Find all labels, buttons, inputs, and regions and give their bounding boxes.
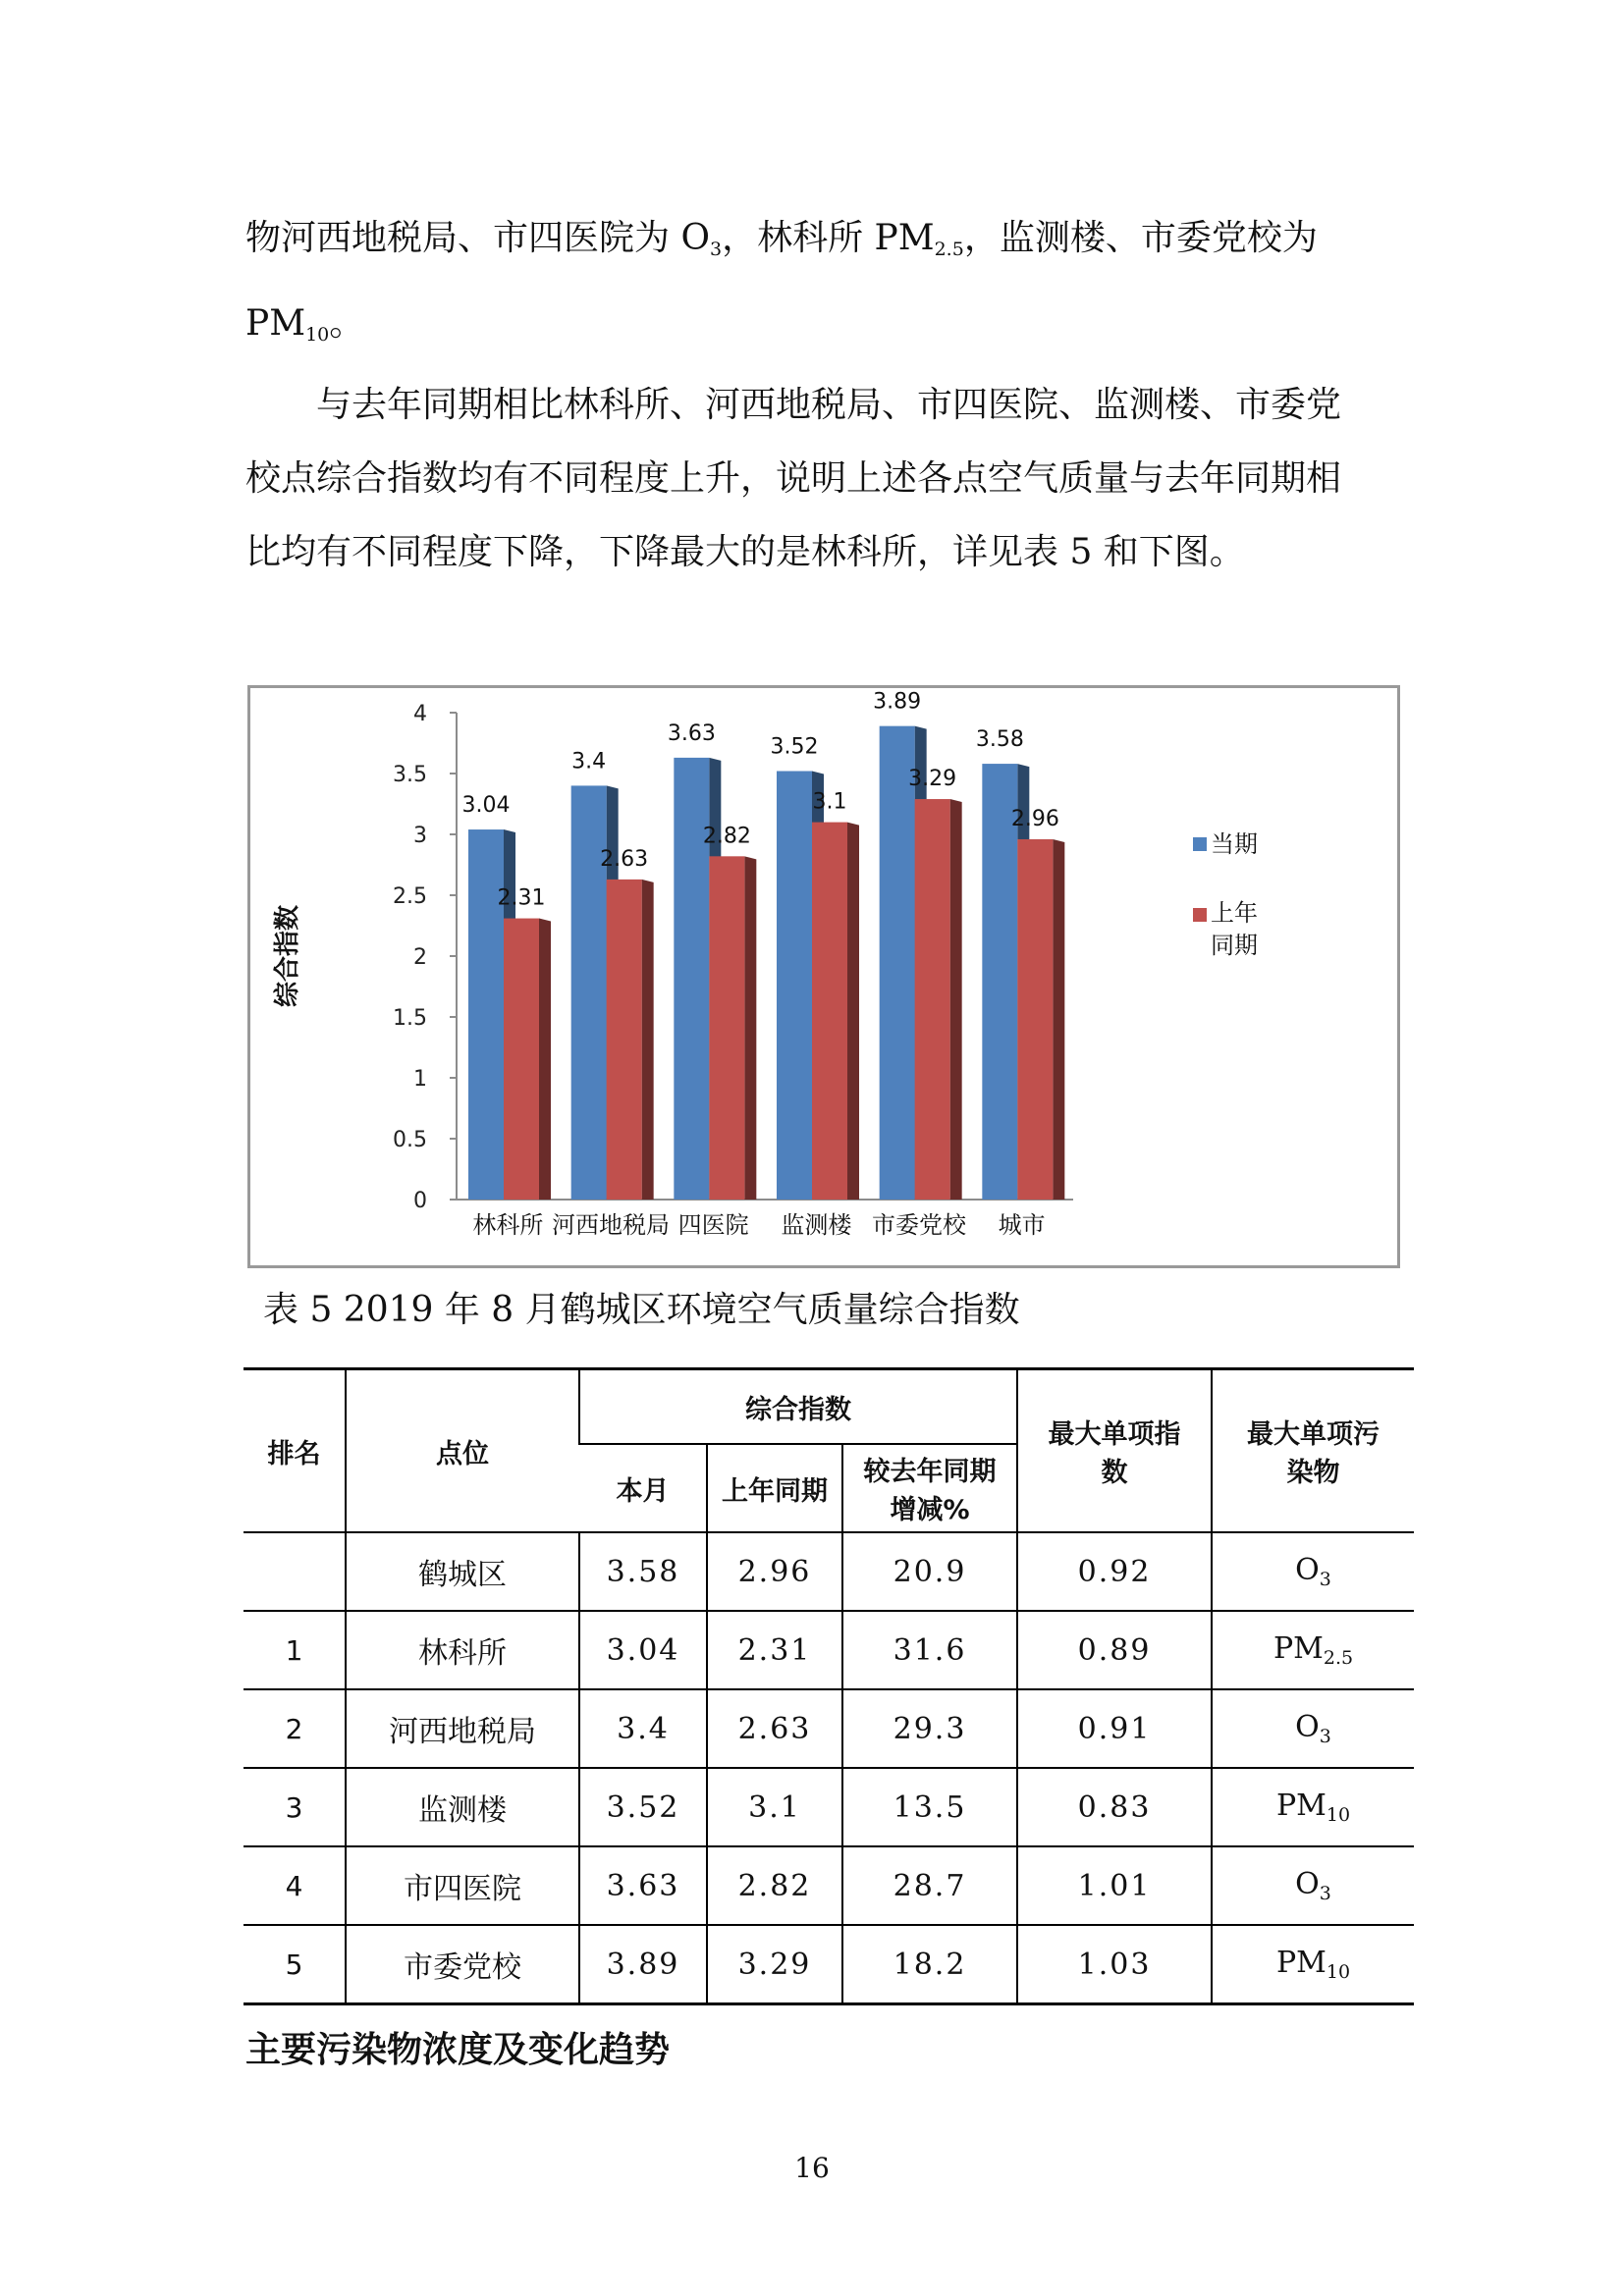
subscript: 3	[709, 239, 723, 260]
y-tick-label: 0	[413, 1189, 427, 1213]
this-month-cell: 3.04	[579, 1611, 707, 1689]
pollutant-subscript: 3	[1319, 1569, 1331, 1590]
last-year-cell: 3.1	[707, 1768, 842, 1846]
pollutant-cell	[1212, 1611, 1414, 1689]
this-month-cell: 3.63	[579, 1846, 707, 1925]
change-cell: 20.9	[842, 1532, 1017, 1611]
last-year-cell: 3.29	[707, 1925, 842, 2004]
pollutant-name: O	[1295, 1867, 1320, 1901]
bar-last-year	[709, 856, 744, 1200]
header-line: 染物	[1286, 1458, 1340, 1488]
table-caption: 表 5 2019 年 8 月鹤城区环境空气质量综合指数	[263, 1290, 1020, 1330]
data-label: 2.63	[600, 846, 649, 872]
data-label: 2.31	[497, 885, 546, 911]
y-tick-label: 3	[413, 824, 427, 848]
max-index-cell: 0.83	[1017, 1768, 1212, 1846]
bar-side	[539, 919, 551, 1200]
change-cell: 13.5	[842, 1768, 1017, 1846]
site-cell: 市委党校	[346, 1925, 579, 2004]
bar-side	[1053, 839, 1064, 1200]
pollutant-name: O	[1295, 1553, 1320, 1587]
header-last-year: 上年同期	[707, 1444, 842, 1532]
bar-last-year	[915, 799, 950, 1200]
data-label: 3.04	[461, 793, 511, 819]
category-label: 林科所	[472, 1211, 544, 1239]
max-index-cell: 0.89	[1017, 1611, 1212, 1689]
y-axis-title: 综合指数	[273, 904, 302, 1008]
legend-label-last-year-line2: 同期	[1211, 932, 1258, 959]
pollutant-name: PM	[1275, 1789, 1326, 1823]
rank-cell: 4	[244, 1846, 346, 1925]
y-tick-label: 2.5	[393, 884, 427, 909]
data-label: 2.82	[702, 824, 751, 849]
data-label: 3.89	[873, 689, 922, 715]
header-change	[842, 1444, 1017, 1532]
bar-side	[744, 856, 756, 1200]
y-tick-label: 2	[413, 945, 427, 970]
site-cell: 河西地税局	[346, 1689, 579, 1768]
change-cell: 18.2	[842, 1925, 1017, 2004]
table-body	[244, 1532, 1414, 2004]
last-year-cell: 2.96	[707, 1532, 842, 1611]
header-max-index	[1017, 1369, 1212, 1533]
chart-canvas	[250, 688, 1397, 1265]
category-label: 河西地税局	[552, 1211, 670, 1239]
legend-label-last-year: 上年	[1211, 899, 1258, 927]
y-tick-label: 1.5	[393, 1006, 427, 1031]
table-row	[244, 1689, 1414, 1768]
text-run: ，林科所 PM	[722, 218, 935, 258]
data-label: 2.96	[1010, 806, 1059, 831]
subscript: 2.5	[934, 239, 964, 260]
legend-swatch-last-year	[1193, 908, 1207, 922]
bar-current	[880, 726, 915, 1200]
section-heading: 主要污染物浓度及变化趋势	[245, 2030, 671, 2070]
last-year-cell: 2.82	[707, 1846, 842, 1925]
max-index-cell: 1.03	[1017, 1925, 1212, 2004]
bar-current	[777, 772, 812, 1200]
rank-cell	[244, 1532, 346, 1611]
last-year-cell: 2.31	[707, 1611, 842, 1689]
table-header-row	[244, 1369, 1414, 1445]
data-label: 3.63	[667, 721, 716, 746]
pollutant-subscript: 3	[1319, 1883, 1331, 1904]
pollutant-subscript: 10	[1326, 1961, 1351, 1983]
rank-cell: 5	[244, 1925, 346, 2004]
bar-last-year	[504, 919, 539, 1200]
category-label: 监测楼	[781, 1211, 852, 1239]
category-label: 市委党校	[872, 1211, 966, 1239]
data-label: 3.29	[908, 767, 957, 792]
bar-last-year	[1017, 839, 1053, 1200]
composite-index-chart	[247, 685, 1400, 1268]
data-label: 3.52	[770, 734, 819, 760]
paragraph-pollutants	[245, 201, 1375, 372]
paragraph-comparison: 与去年同期相比林科所、河西地税局、市四医院、监测楼、市委党校点综合指数均有不同程度上升，说明上述各点空气质量与去年同期相比均有不同程度下降，下降最大的是林科所，详见表 5 和下图。	[245, 385, 1342, 572]
change-cell: 28.7	[842, 1846, 1017, 1925]
max-index-cell: 0.92	[1017, 1532, 1212, 1611]
change-cell: 29.3	[842, 1689, 1017, 1768]
pollutant-subscript: 2.5	[1323, 1647, 1354, 1669]
pollutant-subscript: 3	[1319, 1726, 1331, 1747]
header-site: 点位	[346, 1369, 579, 1533]
pollutant-cell	[1212, 1846, 1414, 1925]
category-label: 四医院	[677, 1211, 749, 1239]
text-run: 物河西地税局、市四医院为 O	[245, 218, 710, 258]
rank-cell: 1	[244, 1611, 346, 1689]
this-month-cell: 3.89	[579, 1925, 707, 2004]
legend-label-current: 当期	[1211, 830, 1258, 858]
y-tick-label: 3.5	[393, 763, 427, 787]
y-axis-title-group	[272, 905, 302, 1007]
data-label: 3.58	[975, 727, 1024, 753]
header-line: 较去年同期	[863, 1457, 997, 1487]
chart-bars	[468, 726, 1064, 1200]
header-line: 增减%	[890, 1495, 970, 1525]
header-line: 数	[1101, 1458, 1128, 1488]
table-row	[244, 1846, 1414, 1925]
pollutant-name: O	[1295, 1710, 1320, 1744]
category-label: 城市	[998, 1211, 1046, 1239]
y-tick-label: 4	[413, 702, 427, 726]
text-run: 。	[329, 303, 365, 344]
subscript: 10	[305, 324, 330, 346]
pollutant-subscript: 10	[1326, 1804, 1351, 1826]
site-cell: 鹤城区	[346, 1532, 579, 1611]
rank-cell: 3	[244, 1768, 346, 1846]
header-line: 最大单项指	[1048, 1419, 1181, 1450]
composite-index-table	[244, 1367, 1414, 2005]
pollutant-name: PM	[1275, 1946, 1326, 1980]
pollutant-name: PM	[1272, 1631, 1324, 1666]
max-index-cell: 0.91	[1017, 1689, 1212, 1768]
header-rank: 排名	[244, 1369, 346, 1533]
site-cell: 市四医院	[346, 1846, 579, 1925]
last-year-cell: 2.63	[707, 1689, 842, 1768]
bar-side	[950, 799, 962, 1200]
header-max-pollutant	[1212, 1369, 1414, 1533]
max-index-cell: 1.01	[1017, 1846, 1212, 1925]
text-run: ，监测楼、市委党校为 PM	[245, 218, 1318, 344]
chart-labels	[462, 690, 1059, 1239]
page-number: 16	[794, 2152, 830, 2184]
table-row	[244, 1768, 1414, 1846]
chart-legend	[1193, 830, 1258, 959]
rank-cell: 2	[244, 1689, 346, 1768]
legend-swatch-current	[1193, 837, 1207, 851]
bar-last-year	[812, 823, 847, 1200]
pollutant-cell	[1212, 1925, 1414, 2004]
data-label: 3.1	[812, 789, 847, 815]
y-tick-label: 0.5	[393, 1128, 427, 1152]
table-row	[244, 1925, 1414, 2004]
header-this-month: 本月	[579, 1444, 707, 1532]
bar-last-year	[607, 880, 642, 1200]
table-row	[244, 1611, 1414, 1689]
this-month-cell: 3.58	[579, 1532, 707, 1611]
this-month-cell: 3.52	[579, 1768, 707, 1846]
table-row	[244, 1532, 1414, 1611]
bar-side	[642, 880, 654, 1200]
pollutant-cell	[1212, 1689, 1414, 1768]
pollutant-cell	[1212, 1768, 1414, 1846]
data-label: 3.4	[571, 749, 607, 774]
bar-side	[847, 823, 859, 1200]
pollutant-cell	[1212, 1532, 1414, 1611]
y-tick-label: 1	[413, 1067, 427, 1092]
header-line: 最大单项污	[1247, 1419, 1380, 1450]
site-cell: 监测楼	[346, 1768, 579, 1846]
header-composite: 综合指数	[579, 1369, 1017, 1445]
site-cell: 林科所	[346, 1611, 579, 1689]
change-cell: 31.6	[842, 1611, 1017, 1689]
this-month-cell: 3.4	[579, 1689, 707, 1768]
